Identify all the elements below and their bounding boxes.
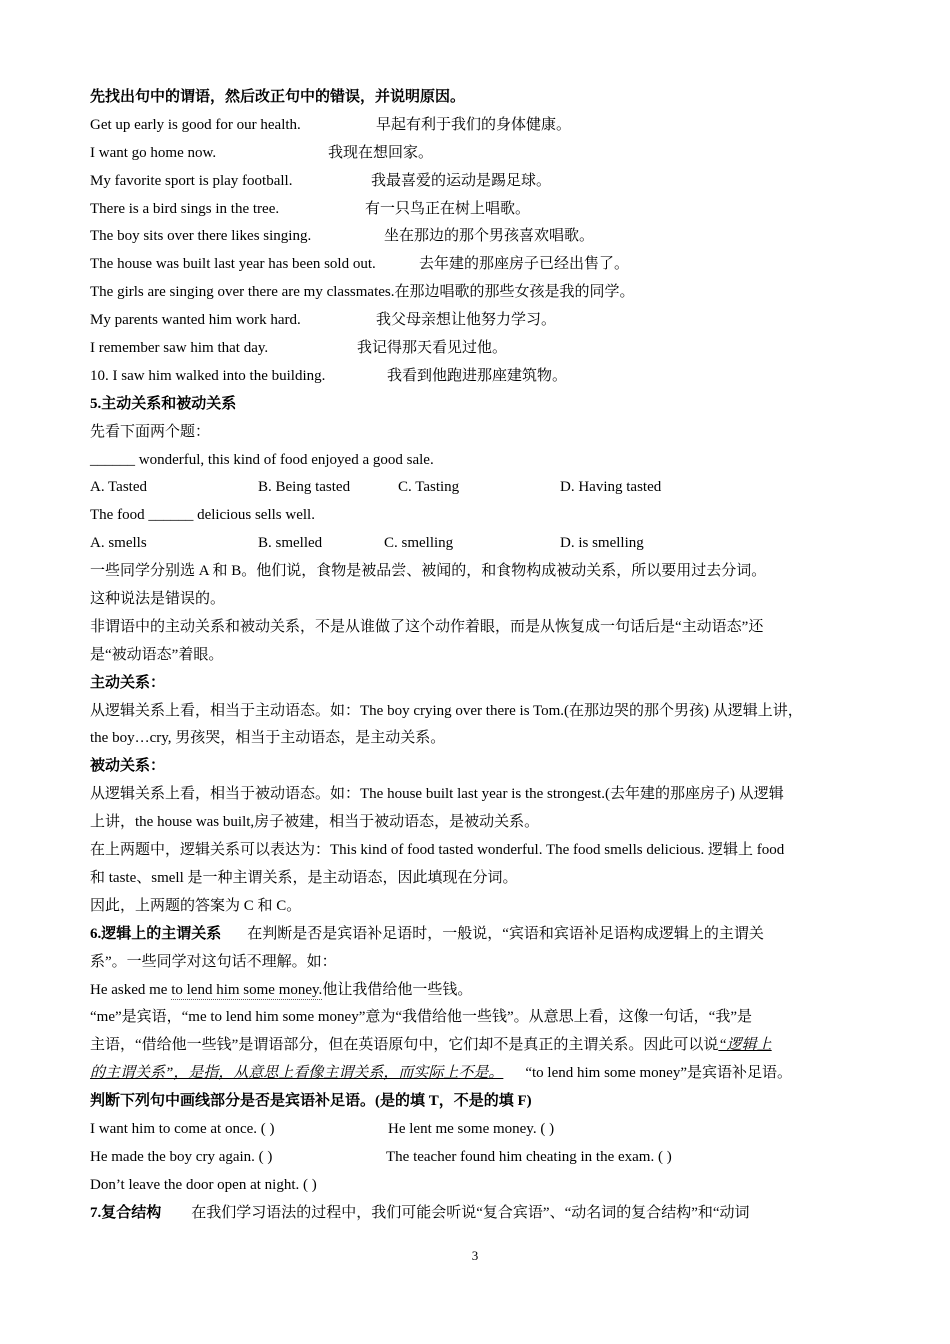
exercise-10: [90, 363, 865, 391]
example-sentence: [90, 977, 865, 1005]
task-item: He lent me some money. ( ): [388, 1120, 555, 1137]
section-7-intro: [90, 1200, 865, 1228]
option-d: D. Having tasted: [560, 479, 662, 496]
exercise-9: [90, 335, 865, 363]
paragraph: “me”是宾语，“me to lend him some money”意为“我借给他一些钱”。从意思上看，这像一句话，“我”是: [90, 1009, 752, 1026]
option-a: A. smells: [90, 535, 147, 552]
task-row: [90, 1116, 865, 1144]
exercise-en: My favorite sport is play football.: [90, 172, 293, 189]
option-b: B. Being tasted: [258, 479, 351, 496]
answer-line: 因此，上两题的答案为 C 和 C。: [90, 897, 302, 914]
paragraph: 上讲，the house was built,房子被建，相当于被动语态，是被动关系。: [90, 814, 540, 831]
task-item: I want him to come at once. ( ): [90, 1120, 275, 1137]
document-page: [90, 84, 865, 1228]
exercise-zh: 坐在那边的那个男孩喜欢唱歌。: [384, 228, 595, 245]
task-row: [90, 1144, 865, 1172]
option-a: A. Tasted: [90, 479, 147, 496]
exercise-2: [90, 140, 865, 168]
task-item: The teacher found him cheating in the exam. ( ): [386, 1148, 672, 1165]
section-7-title: 7.复合结构: [90, 1204, 162, 1221]
exercise-en: I remember saw him that day.: [90, 340, 269, 357]
task-row: [90, 1172, 865, 1200]
exercise-zh: 早起有利于我们的身体健康。: [376, 116, 572, 133]
option-c: C. smelling: [384, 535, 454, 552]
paragraph: 系”。一些同学对这句话不理解。如：: [90, 953, 337, 970]
paragraph: 一些同学分别选 A 和 B。他们说，食物是被品尝、被闻的，和食物构成被动关系，所以要用过去分词。: [90, 563, 767, 580]
paragraph-text: “to lend him some money”是宾语补足语。: [525, 1065, 792, 1082]
emphasis-text: 的主谓关系”，是指，从意思上看像主谓关系，而实际上不是。: [90, 1065, 504, 1082]
paragraph: 从逻辑关系上看，相当于主动语态。如：The boy crying over there is Tom.(在那边哭的那个男孩) 从逻辑上讲，: [90, 702, 803, 719]
exercise-7: [90, 279, 865, 307]
underlined-complement: to lend him some money.: [171, 981, 323, 998]
section-5-title: 5.主动关系和被动关系: [90, 395, 237, 412]
paragraph: 和 taste、smell 是一种主谓关系，是主动语态，因此填现在分词。: [90, 869, 518, 886]
section-7-text: 在我们学习语法的过程中，我们可能会听说“复合宾语”、“动名词的复合结构”和“动词: [191, 1204, 750, 1221]
section-6-title: 6.逻辑上的主谓关系: [90, 925, 222, 942]
exercise-5: [90, 223, 865, 251]
exercise-en: Get up early is good for our health.: [90, 116, 301, 133]
paragraph: 从逻辑关系上看，相当于被动语态。如：The house built last year is the strongest.(去年建的那座房子) 从逻辑: [90, 786, 784, 803]
exercise-en: The boy sits over there likes singing.: [90, 228, 312, 245]
active-relation-title: 主动关系：: [90, 674, 166, 691]
exercise-en: The house was built last year has been sold out.: [90, 256, 376, 273]
exercise-zh: 在那边唱歌的那些女孩是我的同学。: [394, 284, 635, 301]
question-1: ______ wonderful, this kind of food enjoyed a good sale.: [90, 451, 434, 468]
exercise-8: [90, 307, 865, 335]
task-item: Don’t leave the door open at night. ( ): [90, 1176, 317, 1193]
task-instruction: 判断下列句中画线部分是否是宾语补足语。(是的填 T，不是的填 F): [90, 1093, 532, 1110]
question-1-options: [90, 474, 865, 502]
option-d: D. is smelling: [560, 535, 644, 552]
question-2-options: [90, 530, 865, 558]
section-6-intro-text: 在判断是否是宾语补足语时，一般说，“宾语和宾语补足语构成逻辑上的主谓关: [247, 925, 764, 942]
exercise-zh: 我看到他跑进那座建筑物。: [387, 367, 568, 384]
section-5-lead: 先看下面两个题：: [90, 423, 211, 440]
exercise-en: The girls are singing over there are my classmates.: [90, 284, 395, 301]
task-item: He made the boy cry again. ( ): [90, 1148, 273, 1165]
passive-relation-title: 被动关系：: [90, 758, 166, 775]
paragraph: [90, 1032, 865, 1060]
paragraph: 在上两题中，逻辑关系可以表达为：This kind of food tasted wonderful. The food smells delicious. 逻辑上 food: [90, 842, 785, 859]
paragraph: 非谓语中的主动关系和被动关系，不是从谁做了这个动作着眼，而是从恢复成一句话后是“主动语态”还: [90, 618, 764, 635]
exercise-en: 10. I saw him walked into the building.: [90, 367, 326, 384]
exercise-6: [90, 251, 865, 279]
example-zh: 他让我借给他一些钱。: [322, 981, 473, 998]
example-text: He asked me: [90, 981, 172, 998]
paragraph: 这种说法是错误的。: [90, 591, 226, 608]
exercise-zh: 我最喜爱的运动是踢足球。: [371, 172, 552, 189]
exercise-3: [90, 168, 865, 196]
exercise-zh: 我父母亲想让他努力学习。: [376, 312, 557, 329]
section-6-intro: [90, 921, 865, 949]
section-intro: 先找出句中的谓语，然后改正句中的错误，并说明原因。: [90, 89, 466, 105]
exercise-en: My parents wanted him work hard.: [90, 312, 301, 329]
exercise-zh: 去年建的那座房子已经出售了。: [419, 256, 630, 273]
page-number: 3: [471, 1248, 479, 1263]
exercise-en: There is a bird sings in the tree.: [90, 200, 280, 217]
emphasis-text: “逻辑上: [718, 1037, 772, 1054]
exercise-en: I want go home now.: [90, 144, 217, 161]
paragraph: 是“被动语态”着眼。: [90, 646, 224, 663]
exercise-4: [90, 196, 865, 224]
paragraph: the boy…cry, 男孩哭，相当于主动语态，是主动关系。: [90, 730, 446, 747]
option-c: C. Tasting: [398, 479, 460, 496]
exercise-zh: 我记得那天看见过他。: [357, 340, 508, 357]
paragraph: [90, 1060, 865, 1088]
exercise-1: [90, 112, 865, 140]
paragraph-text: 主语，“借给他一些钱”是谓语部分，但在英语原句中，它们却不是真正的主谓关系。因此可以说: [90, 1037, 719, 1054]
exercise-zh: 有一只鸟正在树上唱歌。: [365, 200, 531, 217]
option-b: B. smelled: [258, 535, 323, 552]
question-2: The food ______ delicious sells well.: [90, 507, 315, 524]
exercise-zh: 我现在想回家。: [328, 144, 434, 161]
